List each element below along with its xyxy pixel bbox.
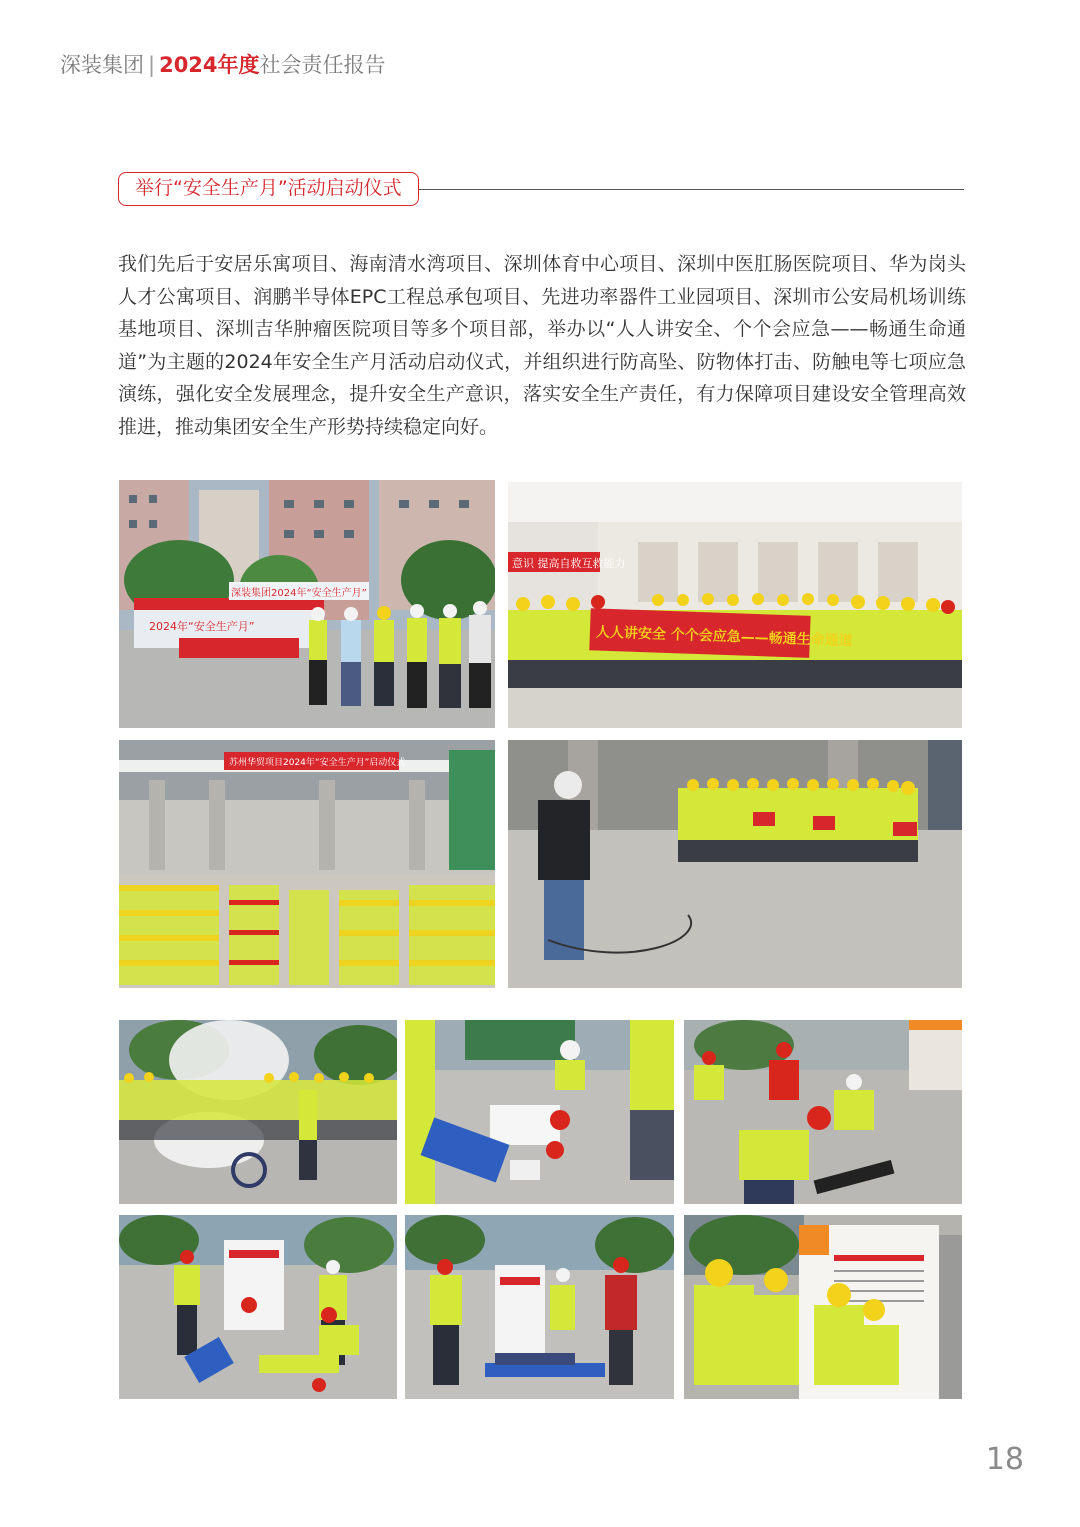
photo-indoor-banner-group [508, 482, 962, 728]
photo-aerial-formation [119, 740, 495, 988]
photo-first-aid-drill [405, 1020, 674, 1204]
page-header [60, 50, 386, 80]
section-heading [118, 172, 964, 208]
page-number: 18 [985, 1442, 1024, 1477]
header-separator: | [148, 53, 156, 77]
p1-banner-text-b: 深装集团2024年“安全生产月” [231, 588, 367, 599]
photo-fire-extinguisher-drill [119, 1020, 397, 1204]
photo-outdoor-ceremony [119, 480, 495, 728]
header-brand: 深装集团 [60, 53, 144, 77]
photo-stretcher-drill [119, 1215, 397, 1399]
photo-speaker-mic [508, 740, 962, 988]
photo-pledge-signing [684, 1215, 962, 1399]
photo-electric-shock-drill [684, 1020, 962, 1204]
header-year: 2024年度 [159, 53, 260, 77]
p2-banner-top-text: 意识 提高自救互救能力 [512, 557, 626, 570]
p2-banner-main-text: 人人讲安全 个个会应急——畅通生命通道 [595, 624, 853, 650]
header-title: 社会责任报告 [259, 53, 386, 77]
body-paragraph: 我们先后于安居乐寓项目、海南清水湾项目、深圳体育中心项目、深圳中医肛肠医院项目、华为岗头人才公寓项目、润鹏半导体EPC工程总承包项目、先进功率器件工业园项目、深圳市公安局机场训练基地项目、深圳吉华肿瘤医院项目等多个项目部，举办以“人人讲安全、个个会应急——畅通生命通道”为主题的2024年安全生产月活动启动仪式，并组织进行防高坠、防物体打击、防触电等七项应急演练，强化安全发展理念，提升安全生产意识，落实安全生产责任，有力保障项目建设安全管理高效推进，推动集团安全生产形势持续稳定向好。 [118, 253, 966, 438]
p3-banner-text: 苏州华贸项目2024年“安全生产月”启动仪式 [229, 758, 406, 768]
p1-banner-text-a: 2024年“安全生产月” [149, 620, 255, 633]
section-title: 举行“安全生产月”活动启动仪式 [118, 172, 419, 206]
section-divider [418, 189, 964, 190]
photo-cpr-drill [405, 1215, 674, 1399]
